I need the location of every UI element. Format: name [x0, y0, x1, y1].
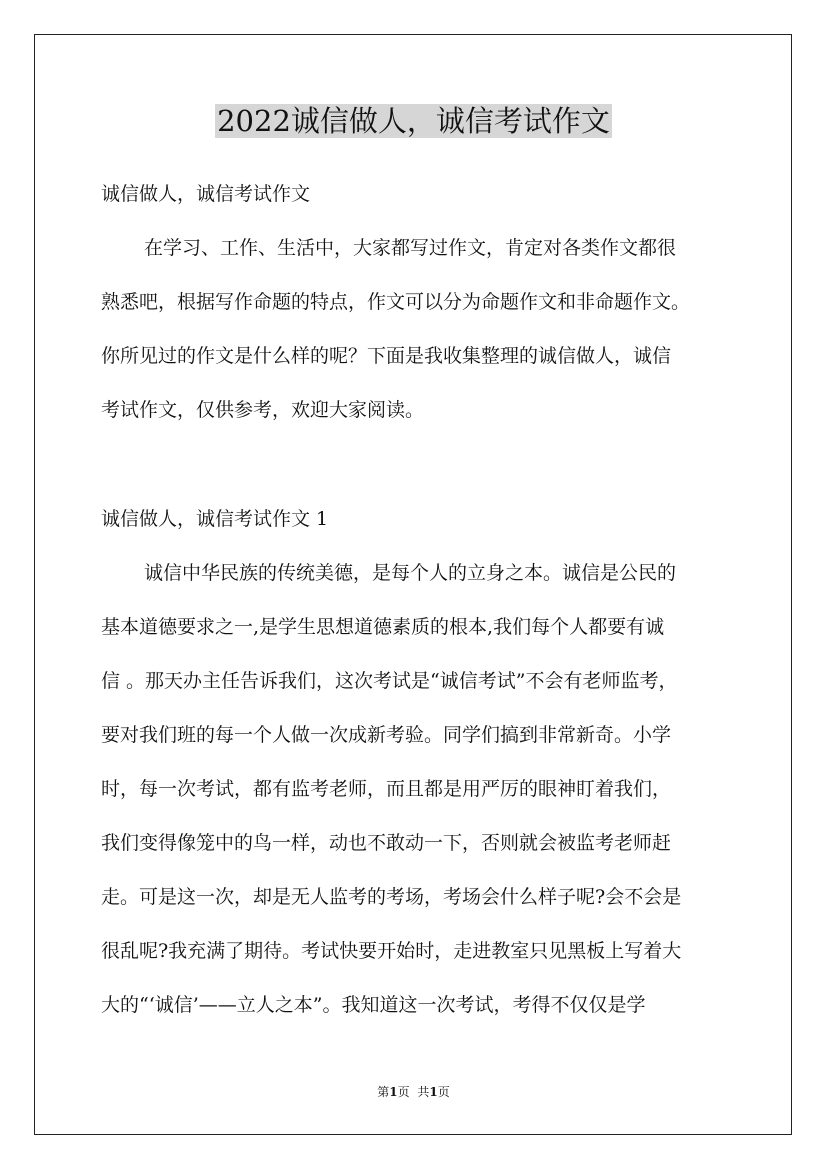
page-prefix: 第 — [377, 1085, 390, 1099]
total-suffix: 页 — [437, 1085, 450, 1099]
intro-line: 你所见过的作文是什么样的呢？下面是我收集整理的诚信做人，诚信 — [101, 345, 672, 367]
essay-line: 很乱呢?我充满了期待。考试快要开始时，走进教室只见黑板上写着大 — [101, 940, 682, 962]
essay-line: 时，每一次考试，都有监考老师，而且都是用严厉的眼神盯着我们， — [101, 778, 672, 800]
essay-line: 要对我们班的每一个人做一次成新考验。同学们搞到非常新奇。小学 — [101, 724, 672, 746]
essay-line: 信 。那天办主任告诉我们，这次考试是“诚信考试”不会有老师监考， — [101, 670, 678, 692]
essay-line: 我们变得像笼中的鸟一样，动也不敢动一下，否则就会被监考老师赶 — [101, 832, 672, 854]
intro-line: 在学习、工作、生活中，大家都写过作文，肯定对各类作文都很 — [144, 237, 677, 259]
section-heading-essay-1: 诚信做人，诚信考试作文 1 — [101, 508, 329, 530]
document-title-text: 2022诚信做人，诚信考试作文 — [217, 104, 610, 138]
page-footer — [0, 1084, 827, 1100]
total-pages: 1 — [429, 1085, 438, 1099]
essay-line: 走。可是这一次，却是无人监考的考场，考场会什么样子呢?会不会是 — [101, 886, 682, 908]
essay-line: 诚信中华民族的传统美德，是每个人的立身之本。诚信是公民的 — [144, 562, 677, 584]
page-suffix: 页 — [397, 1085, 410, 1099]
page-number: 1 — [389, 1085, 398, 1099]
intro-line: 熟悉吧，根据写作命题的特点，作文可以分为命题作文和非命题作文。 — [101, 291, 691, 313]
total-prefix: 共 — [417, 1085, 430, 1099]
section-heading-intro: 诚信做人，诚信考试作文 — [101, 183, 311, 205]
essay-line: 基本道德要求之一,是学生思想道德素质的根本,我们每个人都要有诚 — [101, 616, 665, 638]
document-title — [0, 100, 827, 142]
intro-line: 考试作文，仅供参考，欢迎大家阅读。 — [101, 399, 425, 421]
essay-line: 大的“‘诚信’——立人之本”。我知道这一次考试，考得不仅仅是学 — [101, 994, 646, 1016]
